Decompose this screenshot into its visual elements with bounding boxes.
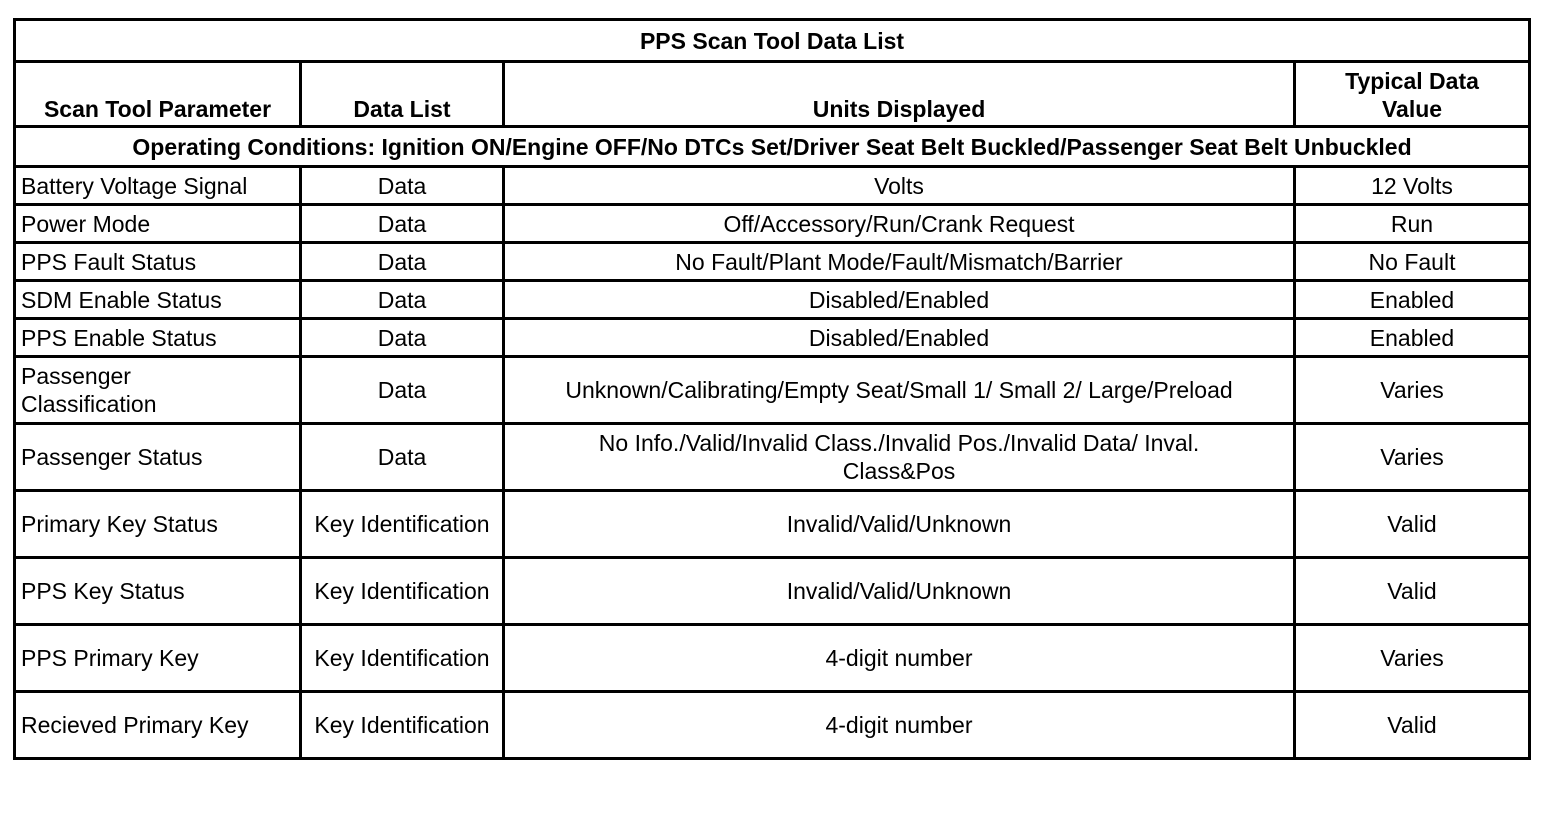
cell-typical: No Fault [1295,243,1530,281]
header-data-list: Data List [301,62,504,127]
table-title: PPS Scan Tool Data List [15,20,1530,62]
cell-units: Off/Accessory/Run/Crank Request [504,205,1295,243]
cell-typical: 12 Volts [1295,167,1530,205]
cell-typical: Valid [1295,558,1530,625]
cell-typical: Varies [1295,357,1530,424]
cell-typical: Enabled [1295,281,1530,319]
cell-parameter: Passenger Status [15,424,301,491]
table-row [15,692,1530,759]
cell-units: No Fault/Plant Mode/Fault/Mismatch/Barrier [504,243,1295,281]
operating-conditions: Operating Conditions: Ignition ON/Engine OFF/No DTCs Set/Driver Seat Belt Buckled/Passenger Seat Belt Unbuckled [15,127,1530,167]
operating-conditions-row [15,127,1530,167]
cell-typical: Valid [1295,692,1530,759]
table-row [15,625,1530,692]
cell-units: Disabled/Enabled [504,281,1295,319]
cell-units: 4-digit number [504,625,1295,692]
table-header-row [15,62,1530,127]
table-row [15,243,1530,281]
cell-data-list: Key Identification [301,692,504,759]
cell-parameter: Recieved Primary Key [15,692,301,759]
cell-typical: Valid [1295,491,1530,558]
table-row [15,424,1530,491]
cell-typical: Varies [1295,424,1530,491]
cell-parameter: PPS Key Status [15,558,301,625]
cell-parameter: Battery Voltage Signal [15,167,301,205]
cell-parameter: Primary Key Status [15,491,301,558]
table-row [15,167,1530,205]
cell-typical: Enabled [1295,319,1530,357]
cell-units: 4-digit number [504,692,1295,759]
cell-typical: Run [1295,205,1530,243]
table-row [15,205,1530,243]
cell-units: Invalid/Valid/Unknown [504,558,1295,625]
header-typical-data-value: Typical Data Value [1295,62,1530,127]
cell-data-list: Key Identification [301,491,504,558]
cell-data-list: Data [301,205,504,243]
cell-units: Invalid/Valid/Unknown [504,491,1295,558]
cell-parameter: SDM Enable Status [15,281,301,319]
header-scan-tool-parameter: Scan Tool Parameter [15,62,301,127]
cell-units: Disabled/Enabled [504,319,1295,357]
cell-parameter: PPS Fault Status [15,243,301,281]
table-row [15,491,1530,558]
cell-units: No Info./Valid/Invalid Class./Invalid Pos./Invalid Data/ Inval. Class&Pos [504,424,1295,491]
cell-parameter: Power Mode [15,205,301,243]
table-row [15,357,1530,424]
cell-typical: Varies [1295,625,1530,692]
table-row [15,281,1530,319]
table-title-row [15,20,1530,62]
cell-units: Volts [504,167,1295,205]
cell-units: Unknown/Calibrating/Empty Seat/Small 1/ Small 2/ Large/Preload [504,357,1295,424]
cell-data-list: Data [301,357,504,424]
cell-data-list: Data [301,167,504,205]
cell-parameter: PPS Enable Status [15,319,301,357]
cell-data-list: Data [301,319,504,357]
cell-data-list: Key Identification [301,558,504,625]
cell-parameter: PPS Primary Key [15,625,301,692]
table-row [15,558,1530,625]
pps-scan-tool-data-table [13,18,1531,760]
cell-parameter: Passenger Classification [15,357,301,424]
cell-data-list: Data [301,243,504,281]
cell-data-list: Key Identification [301,625,504,692]
cell-data-list: Data [301,281,504,319]
table-row [15,319,1530,357]
cell-data-list: Data [301,424,504,491]
header-units-displayed: Units Displayed [504,62,1295,127]
